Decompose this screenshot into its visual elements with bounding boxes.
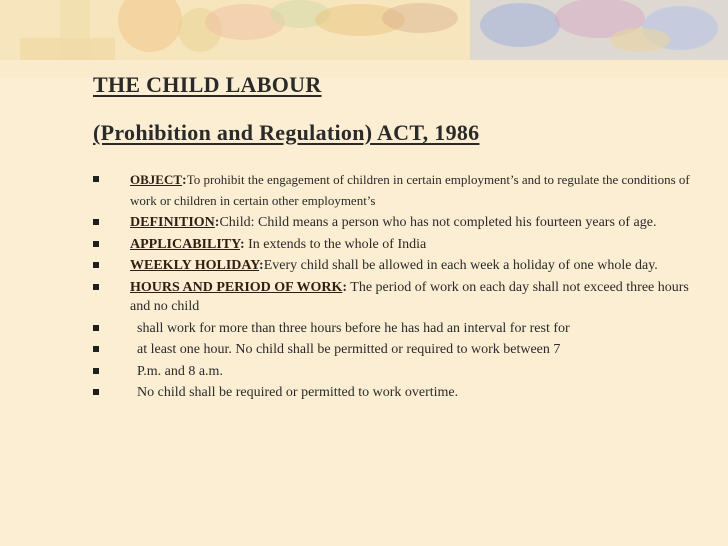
item-text: P.m. and 8 a.m. xyxy=(130,363,223,379)
list-item-hours xyxy=(90,278,700,317)
item-text: shall work for more than three hours before he has had an interval for rest for xyxy=(130,320,570,336)
item-text: To prohibit the engagement of children in certain employment’s and to regulate the conditions of work or children in certain other employment’s xyxy=(130,172,690,208)
decorative-banner xyxy=(0,0,728,78)
colon: : xyxy=(182,173,187,188)
colon: : xyxy=(259,258,264,273)
floral-decoration-icon xyxy=(0,0,728,78)
item-heading: WEEKLY HOLIDAY xyxy=(130,258,260,273)
colon: : xyxy=(342,279,348,295)
list-item xyxy=(90,340,700,360)
colon: : xyxy=(214,215,220,230)
list-item-applicability xyxy=(90,235,700,255)
item-text: Child: Child means a person who has not completed his fourteen years of age. xyxy=(219,215,657,230)
list-item-object xyxy=(90,170,700,211)
colon: : xyxy=(239,236,245,252)
item-text: at least one hour. No child shall be permitted or required to work between 7 xyxy=(130,342,561,357)
item-text: No child shall be required or permitted to work overtime. xyxy=(130,385,459,400)
list-item-definition xyxy=(90,213,700,233)
list-item xyxy=(90,319,700,339)
list-item xyxy=(90,362,700,382)
item-heading: HOURS AND PERIOD OF WORK xyxy=(130,279,343,295)
page-title: THE CHILD LABOUR xyxy=(93,72,322,97)
item-text: The period of work on each day shall not exceed three hours and no child xyxy=(130,279,689,314)
item-heading: OBJECT xyxy=(130,172,183,187)
item-heading: APPLICABILITY xyxy=(130,236,240,252)
provisions-list xyxy=(90,170,700,405)
item-heading: DEFINITION xyxy=(130,215,215,230)
list-item-weekly-holiday xyxy=(90,256,700,276)
item-text: Every child shall be allowed in each week a holiday of one whole day. xyxy=(263,258,658,273)
item-text: In extends to the whole of India xyxy=(244,236,427,252)
page-subtitle: (Prohibition and Regulation) ACT, 1986 xyxy=(93,120,480,145)
list-item xyxy=(90,383,700,403)
